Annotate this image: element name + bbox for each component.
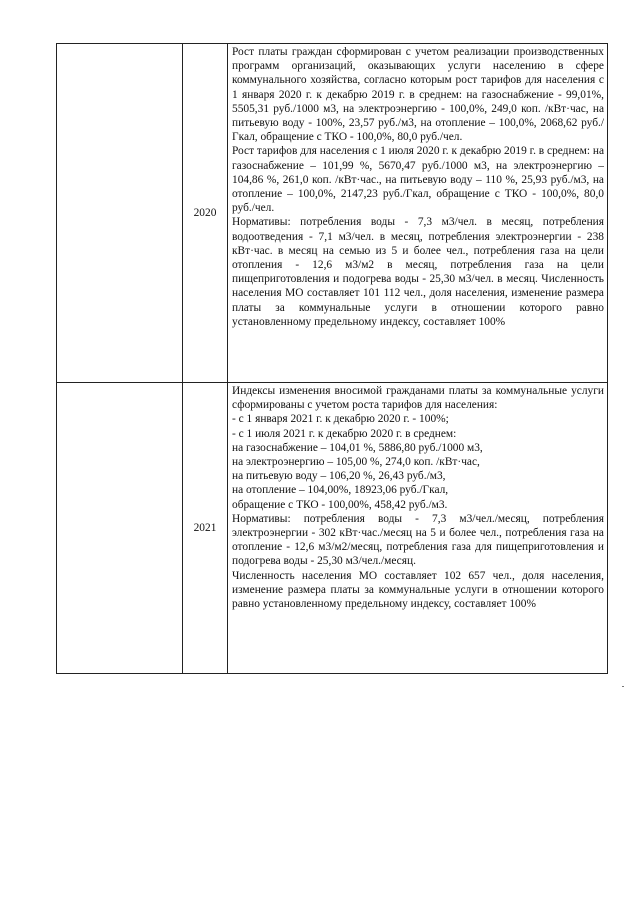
list-item: на электроэнергию – 105,00 %, 274,0 коп. /кВт·час, — [232, 456, 480, 469]
year-label: 2020 — [193, 206, 217, 219]
paragraph: Рост платы граждан сформирован с учетом реализации производственных программ организаций, оказывающих услуги населению в сфере коммунального хозяйства, согласно которым рост тарифов для населения с 1 января 2020 г. к декабрю 2019 г. в среднем: на газоснабжение - 99,01%, 5505,31 руб./1000 м3, на электроэнергию - 100,0%, 249,0 коп. /кВт·час, на питьевую воду - 100%, 23,57 руб./м3, на отопление – 100,0%, 2068,62 руб./Гкал, обращение с ТКО - 100,0%, 80,0 руб./чел. — [232, 46, 604, 144]
year-cell — [183, 44, 228, 383]
paragraph: Нормативы: потребления воды - 7,3 м3/чел./месяц, потребления электроэнергии - 302 кВт·час./месяц на 5 и более чел., потребления газа на отопление - 12,6 м3/м2/месяц, потребления газа для пищеприготовления и подогрева воды - 25,30 м3/чел./месяц. — [232, 512, 604, 568]
list-item: - с 1 июля 2021 г. к декабрю 2020 г. в среднем: — [232, 427, 457, 440]
scan-speck — [622, 686, 624, 687]
list-item: на питьевую воду – 106,20 %, 26,43 руб./м3, — [232, 470, 446, 483]
empty-cell — [57, 44, 183, 383]
list-item: на отопление – 104,00%, 18923,06 руб./Гкал, — [232, 484, 449, 497]
paragraph: Рост тарифов для населения с 1 июля 2020 г. к декабрю 2019 г. в среднем: на газоснабжение – 101,99 %, 5670,47 руб./1000 м3, на электроэнергию – 104,86 %, 261,0 коп. /кВт·час., на питьевую воду – 110 %, 25,93 руб./м3, на отопление – 100,0%, 2147,23 руб./Гкал, обращение с ТКО - 100,0%, 80,0 руб./чел. — [232, 145, 604, 215]
table-row-2021 — [57, 383, 608, 674]
tariff-table — [56, 43, 608, 674]
description-cell — [228, 383, 608, 674]
table-row-2020 — [57, 44, 608, 383]
empty-cell — [57, 383, 183, 674]
paragraph: Нормативы: потребления воды - 7,3 м3/чел. в месяц, потребления водоотведения - 7,1 м3/чел. в месяц, потребления электроэнергии - 238 кВт·час. в месяц на семью из 5 и более чел., потребления газа на цели отопления - 12,6 м3/м2 в месяц, потребления газа на цели пищеприготовления и подогрева воды - 25,30 м3/чел. в месяц. Численность населения МО составляет 101 112 чел., доля населения, изменение размера платы за коммунальные услуги в отношении которого равно установленному предельному индексу, составляет 100% — [232, 216, 604, 328]
paragraph: Индексы изменения вносимой гражданами платы за коммунальные услуги сформированы с учетом роста тарифов для населения: — [232, 385, 604, 412]
list-item: обращение с ТКО - 100,00%, 458,42 руб./м3. — [232, 498, 448, 511]
description-cell — [228, 44, 608, 383]
paragraph: Численность населения МО составляет 102 657 чел., доля населения, изменение размера платы за коммунальные услуги в отношении которого равно установленному предельному индексу, составляет 100% — [232, 569, 604, 611]
list-item: на газоснабжение – 104,01 %, 5886,80 руб./1000 м3, — [232, 441, 483, 454]
list-item: - с 1 января 2021 г. к декабрю 2020 г. - 100%; — [232, 413, 449, 426]
year-label: 2021 — [193, 521, 217, 534]
year-cell — [183, 383, 228, 674]
